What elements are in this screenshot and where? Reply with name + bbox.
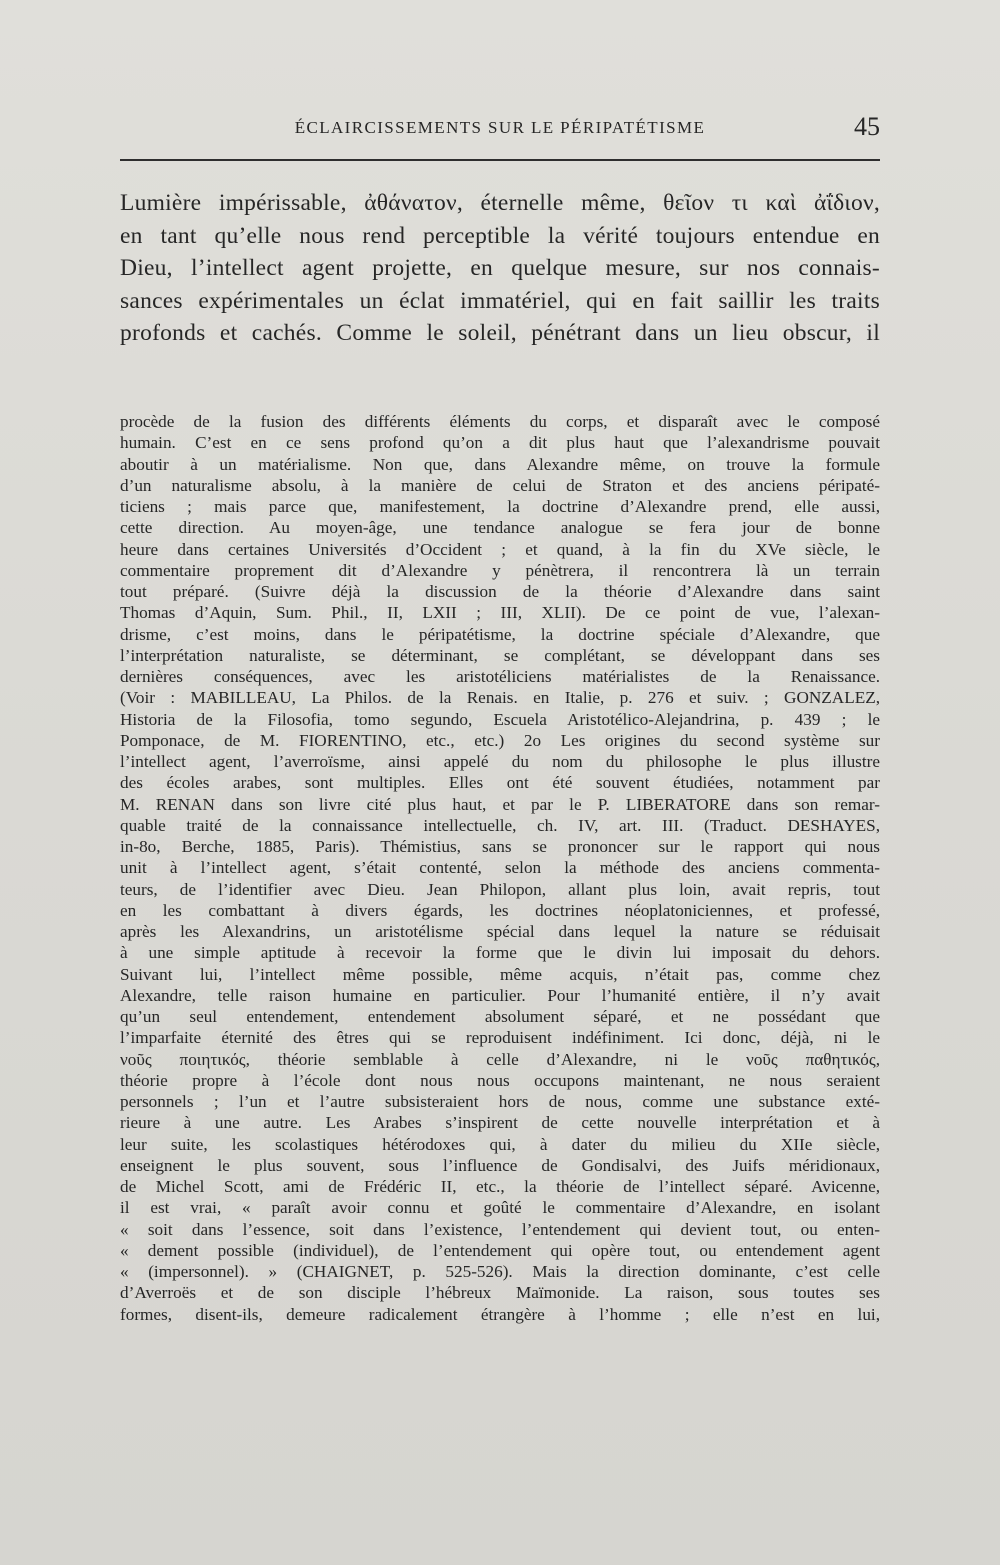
page-number: 45	[854, 112, 880, 141]
note-text-line: commentaire proprement dit d’Alexandre y pénètrera, il rencontrera là un terrain	[120, 560, 880, 580]
note-text-line: en les combattant à divers égards, les doctrines néoplatoniciennes, et professé,	[120, 900, 880, 920]
note-text-line: ticiens ; mais parce que, manifestement, la doctrine d’Alexandre prend, elle aussi,	[120, 497, 880, 516]
note-text-line: heure dans certaines Universités d’Occident ; et quand, à la fin du XVe siècle, le	[120, 539, 880, 559]
note-text-line: « dement possible (individuel), de l’entendement qui opère tout, ou entendement agent	[120, 1240, 880, 1260]
note-text-line: Suivant lui, l’intellect même possible, même acquis, n’était pas, comme chez	[120, 964, 880, 984]
note-text-line: tout préparé. (Suivre déjà la discussion de la théorie d’Alexandre dans saint	[120, 582, 880, 601]
note-text-line: drisme, c’est moins, dans le péripatétisme, la doctrine spéciale d’Alexandre, que	[120, 624, 880, 644]
main-text	[120, 187, 880, 350]
note-text-line: après les Alexandrins, un aristotélisme spécial dans lequel la nature se réduisait	[120, 922, 880, 941]
note-text-line: « soit dans l’essence, soit dans l’existence, l’entendement qui devient tout, ou enten-	[120, 1219, 880, 1239]
note-text-line: enseignent le plus souvent, sous l’influence de Gondisalvi, des Juifs méridionaux,	[120, 1155, 880, 1175]
running-head: ÉCLAIRCISSEMENTS SUR LE PÉRIPATÉTISME	[294, 118, 706, 137]
page-header	[120, 112, 880, 152]
note-text-line: Historia de la Filosofia, tomo segundo, Escuela Aristotélico-Alejandrina, p. 439 ; le	[120, 709, 880, 729]
note-text-line: des écoles arabes, sont multiples. Elles ont été souvent étudiées, notamment par	[120, 773, 880, 793]
note-text-line: l’intellect agent, l’averroïsme, ainsi appelé du nom du philosophe le plus illustre	[120, 752, 880, 771]
note-text-line: rieure à une autre. Les Arabes s’inspirent de cette nouvelle interprétation et à	[120, 1113, 880, 1133]
note-text-line: d’Averroës et de son disciple l’hébreux Maïmonide. La raison, sous toutes ses	[120, 1283, 880, 1303]
note-text-line: quable traité de la connaissance intellectuelle, ch. IV, art. III. (Traduct. DESHAYES,	[120, 815, 880, 835]
note-text-line: théorie propre à l’école dont nous nous occupons maintenant, ne nous seraient	[120, 1070, 880, 1090]
main-text-line: Dieu, l’intellect agent projette, en quelque mesure, sur nos connais-	[120, 255, 880, 281]
note-text-line: humain. C’est en ce sens profond qu’on a dit plus haut que l’alexandrisme pouvait	[120, 433, 880, 453]
note-text-line: procède de la fusion des différents éléments du corps, et disparaît avec le composé	[120, 412, 880, 431]
note-text-line: leur suite, les scolastiques hétérodoxes qui, à dater du milieu du XIIe siècle,	[120, 1134, 880, 1154]
note-text-line: teurs, de l’identifier avec Dieu. Jean Philopon, allant plus loin, avait repris, tout	[120, 879, 880, 899]
note-text-line: « (impersonnel). » (CHAIGNET, p. 525-526). Mais la direction dominante, c’est celle	[120, 1262, 880, 1281]
main-text-line: en tant qu’elle nous rend perceptible la vérité toujours entendue en	[120, 222, 880, 249]
main-text-line: sances expérimentales un éclat immatériel, qui en fait saillir les traits	[120, 287, 880, 314]
note-text-line: Alexandre, telle raison humaine en particulier. Pour l’humanité entière, il n’y avait	[120, 985, 880, 1005]
note-text-line: qu’un seul entendement, entendement absolument séparé, et ne possédant que	[120, 1007, 880, 1026]
main-text-line: Lumière impérissable, ἀθάνατον, éternelle même, θεῖον τι καὶ ἀΐδιον,	[120, 190, 880, 216]
note-text-line: cette direction. Au moyen-âge, une tendance analogue se fera jour de bonne	[120, 518, 880, 538]
note-text-line: il est vrai, « paraît avoir connu et goûté le commentaire d’Alexandre, en isolant	[120, 1198, 880, 1218]
note-text-line: M. RENAN dans son livre cité plus haut, et par le P. LIBERATORE dans son remar-	[120, 794, 880, 814]
note-text-line: aboutir à un matérialisme. Non que, dans Alexandre même, on trouve la formule	[120, 454, 880, 474]
note-text-line: unit à l’intellect agent, s’était contenté, selon la méthode des anciens commenta-	[120, 858, 880, 878]
note-text-line: l’interprétation naturaliste, se déterminant, se complétant, se développant dans ses	[120, 645, 880, 665]
note-text-line: à une simple aptitude à recevoir la forme que le divin lui imposait du dehors.	[120, 943, 880, 963]
note-text-line: d’un naturalisme absolu, à la manière de celui de Straton et des anciens péripaté-	[120, 475, 880, 495]
note-text-line: formes, disent-ils, demeure radicalement étrangère à l’homme ; elle n’est en lui,	[120, 1304, 880, 1324]
note-text-line: de Michel Scott, ami de Frédéric II, etc., la théorie de l’intellect séparé. Avicenne,	[120, 1177, 880, 1196]
note-text-line: in-8o, Berche, 1885, Paris). Thémistius, sans se prononcer sur le rapport qui nous	[120, 837, 880, 856]
note-text-line: dernières conséquences, avec les aristotéliciens matérialistes de la Renaissance.	[120, 667, 880, 686]
note-text	[120, 411, 880, 1325]
note-text-line: νοῦς ποιητικός, théorie semblable à celle d’Alexandre, ni le νοῦς παθητικός,	[120, 1049, 880, 1069]
note-text-line: Pomponace, de M. FIORENTINO, etc., etc.) 2o Les origines du second système sur	[120, 730, 880, 750]
note-text-line: Thomas d’Aquin, Sum. Phil., II, LXII ; III, XLII). De ce point de vue, l’alexan-	[120, 603, 880, 623]
note-text-line: l’imparfaite éternité des êtres qui se reproduisent indéfiniment. Ici donc, déjà, ni le	[120, 1028, 880, 1048]
note-text-line: (Voir : MABILLEAU, La Philos. de la Renais. en Italie, p. 276 et suiv. ; GONZALEZ,	[120, 688, 880, 708]
header-rule	[120, 159, 880, 161]
note-text-line: personnels ; l’un et l’autre subsisteraient hors de nous, comme une substance exté-	[120, 1092, 880, 1111]
main-text-line: profonds et cachés. Comme le soleil, pénétrant dans un lieu obscur, il	[120, 320, 880, 346]
